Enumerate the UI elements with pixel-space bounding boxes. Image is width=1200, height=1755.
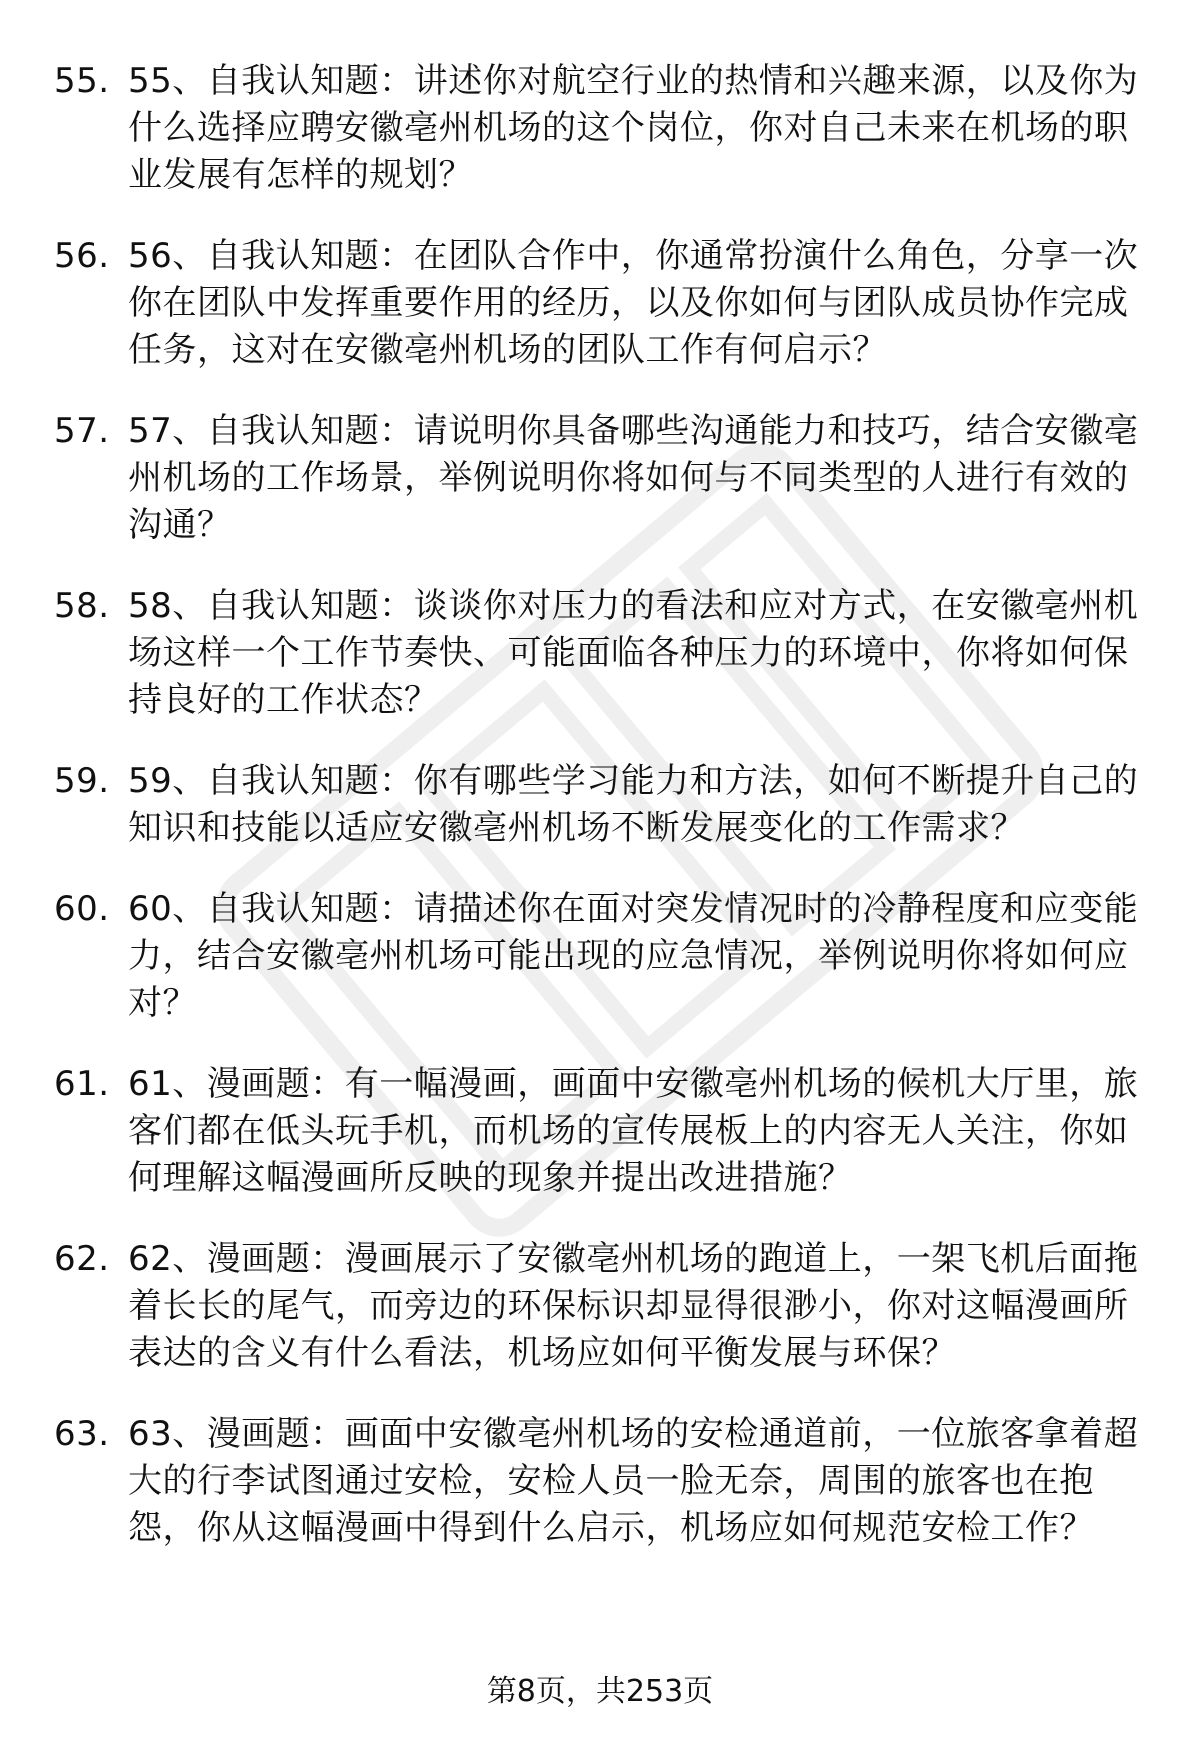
question-number: 60. [54, 889, 110, 929]
question-text: 61、漫画题：有一幅漫画，画面中安徽亳州机场的候机大厅里，旅客们都在低头玩手机，而机场的宣传展板上的内容无人关注，你如何理解这幅漫画所反映的现象并提出改进措施？ [128, 1064, 1139, 1198]
question-number: 61. [54, 1064, 110, 1104]
page-footer [0, 1672, 1200, 1712]
question-item [0, 1061, 1200, 1202]
page-number-label: 第8页，共253页 [486, 1674, 714, 1709]
question-item [0, 886, 1200, 1027]
question-item [0, 1411, 1200, 1552]
question-text: 59、自我认知题：你有哪些学习能力和方法，如何不断提升自己的知识和技能以适应安徽亳州机场不断发展变化的工作需求？ [128, 761, 1139, 848]
question-number: 63. [54, 1414, 110, 1454]
question-number: 59. [54, 761, 110, 801]
question-text: 55、自我认知题：讲述你对航空行业的热情和兴趣来源，以及你为什么选择应聘安徽亳州机场的这个岗位，你对自己未来在机场的职业发展有怎样的规划？ [128, 61, 1139, 195]
question-number: 62. [54, 1239, 110, 1279]
question-text: 56、自我认知题：在团队合作中，你通常扮演什么角色，分享一次你在团队中发挥重要作用的经历，以及你如何与团队成员协作完成任务，这对在安徽亳州机场的团队工作有何启示？ [128, 236, 1139, 370]
question-number: 57. [54, 411, 110, 451]
question-list [0, 58, 1200, 1586]
question-item [0, 583, 1200, 724]
question-text: 57、自我认知题：请说明你具备哪些沟通能力和技巧，结合安徽亳州机场的工作场景，举例说明你将如何与不同类型的人进行有效的沟通？ [128, 411, 1139, 545]
question-item [0, 1236, 1200, 1377]
question-text: 60、自我认知题：请描述你在面对突发情况时的冷静程度和应变能力，结合安徽亳州机场可能出现的应急情况，举例说明你将如何应对？ [128, 889, 1139, 1023]
question-item [0, 758, 1200, 852]
question-item [0, 408, 1200, 549]
question-number: 58. [54, 586, 110, 626]
question-text: 58、自我认知题：谈谈你对压力的看法和应对方式，在安徽亳州机场这样一个工作节奏快、可能面临各种压力的环境中，你将如何保持良好的工作状态？ [128, 586, 1139, 720]
question-item [0, 233, 1200, 374]
question-item [0, 58, 1200, 199]
question-number: 56. [54, 236, 110, 276]
question-number: 55. [54, 61, 110, 101]
question-text: 63、漫画题：画面中安徽亳州机场的安检通道前，一位旅客拿着超大的行李试图通过安检，安检人员一脸无奈，周围的旅客也在抱怨，你从这幅漫画中得到什么启示，机场应如何规范安检工作？ [128, 1414, 1139, 1548]
question-text: 62、漫画题：漫画展示了安徽亳州机场的跑道上，一架飞机后面拖着长长的尾气，而旁边的环保标识却显得很渺小，你对这幅漫画所表达的含义有什么看法，机场应如何平衡发展与环保？ [128, 1239, 1139, 1373]
